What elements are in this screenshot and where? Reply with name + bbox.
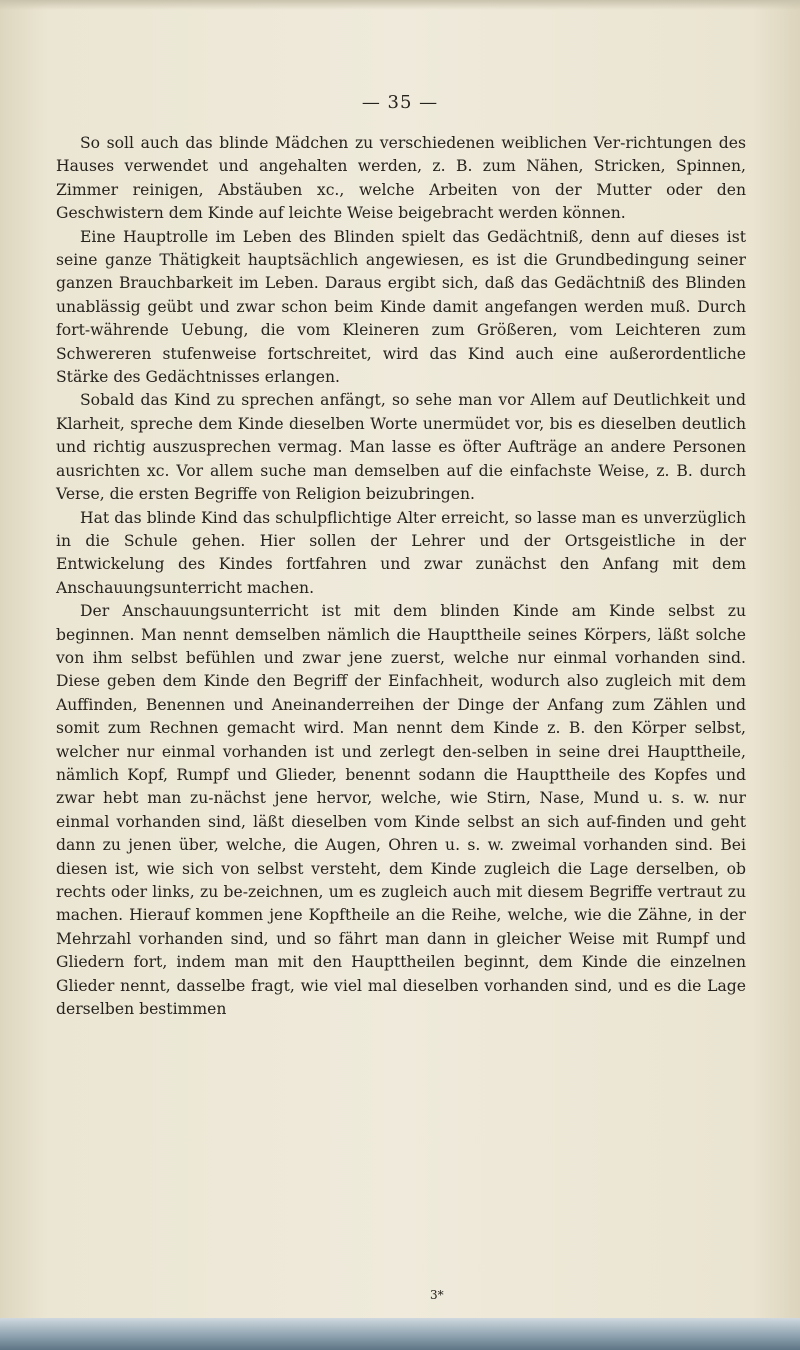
printer-signature-mark: 3* [430,1288,444,1302]
paragraph: So soll auch das blinde Mädchen zu verschiedenen weiblichen Ver-richtungen des Hauses verwendet und angehalten werden, z. B. zum Nähen, Stricken, Spinnen, Zimmer reinigen, Abstäuben xc., welche Arbeiten von der Mutter oder den Geschwistern dem Kinde auf leichte Weise beigebracht werden können. [56,134,746,223]
paragraph: Eine Hauptrolle im Leben des Blinden spielt das Gedächtniß, denn auf dieses ist seine ganze Thätigkeit hauptsächlich angewiesen, es ist die Grundbedingung seiner ganzen Brauchbarkeit im Leben. Daraus ergibt sich, daß das Gedächtniß des Blinden unablässig geübt und zwar schon beim Kinde damit angefangen werden muß. Durch fort-währende Uebung, die vom Kleineren zum Größeren, vom Leichteren zum Schwereren stufenweise fortschreitet, wird das Kind auch eine außerordentliche Stärke des Gedächtnisses erlangen. [56,227,746,387]
paragraph: Der Anschauungsunterricht ist mit dem blinden Kinde am Kinde selbst zu beginnen. Man nennt demselben nämlich die Haupttheile seines Körpers, läßt solche von ihm selbst befühlen und zwar jene zuerst, welche nur einmal vorhanden sind. Diese geben dem Kinde den Begriff der Einfachheit, wodurch also zugleich mit dem Auffinden, Benennen und Aneinanderreihen der Dinge der Anfang zum Zählen und somit zum Rechnen gemacht wird. Man nennt dem Kinde z. B. den Körper selbst, welcher nur einmal vorhanden ist und zerlegt den-selben in seine drei Haupttheile, nämlich Kopf, Rumpf und Glieder, benennt sodann die Haupttheile des Kopfes und zwar hebt man zu-nächst jene hervor, welche, wie Stirn, Nase, Mund u. s. w. nur einmal vorhanden sind, läßt dieselben vom Kinde selbst an sich auf-finden und geht dann zu jenen über, welche, die Augen, Ohren u. s. w. zweimal vorhanden sind. Bei diesen ist, wie sich von selbst versteht, dem Kinde zugleich die Lage derselben, ob rechts oder links, zu be-zeichnen, um es zugleich auch mit diesem Begriffe vertraut zu machen. Hierauf kommen jene Kopftheile an die Reihe, welche, wie die Zähne, in der Mehrzahl vorhanden sind, und so fährt man dann in gleicher Weise mit Rumpf und Gliedern fort, indem man mit den Haupttheilen beginnt, dem Kinde die einzelnen Glieder nennt, dasselbe fragt, wie viel mal dieselben vorhanden sind, und es die Lage derselben bestimmen [56,602,746,1019]
page-edge-shadow [0,0,800,10]
body-text [56,132,746,1021]
paragraph: Hat das blinde Kind das schulpflichtige Alter erreicht, so lasse man es unverzüglich in die Schule gehen. Hier sollen der Lehrer und der Ortsgeistliche in der Entwickelung des Kindes fortfahren und zwar zunächst den Anfang mit dem Anschauungsunterricht machen. [56,508,746,597]
scanner-background-band [0,1318,800,1350]
paragraph: Sobald das Kind zu sprechen anfängt, so sehe man vor Allem auf Deutlichkeit und Klarheit, spreche dem Kinde dieselben Worte unermüdet vor, bis es dieselben deutlich und richtig auszusprechen vermag. Man lasse es öfter Aufträge an andere Personen ausrichten xc. Vor allem suche man demselben auf die einfachste Weise, z. B. durch Verse, die ersten Begriffe von Religion beizubringen. [56,391,746,504]
page-number: — 35 — [361,92,439,113]
